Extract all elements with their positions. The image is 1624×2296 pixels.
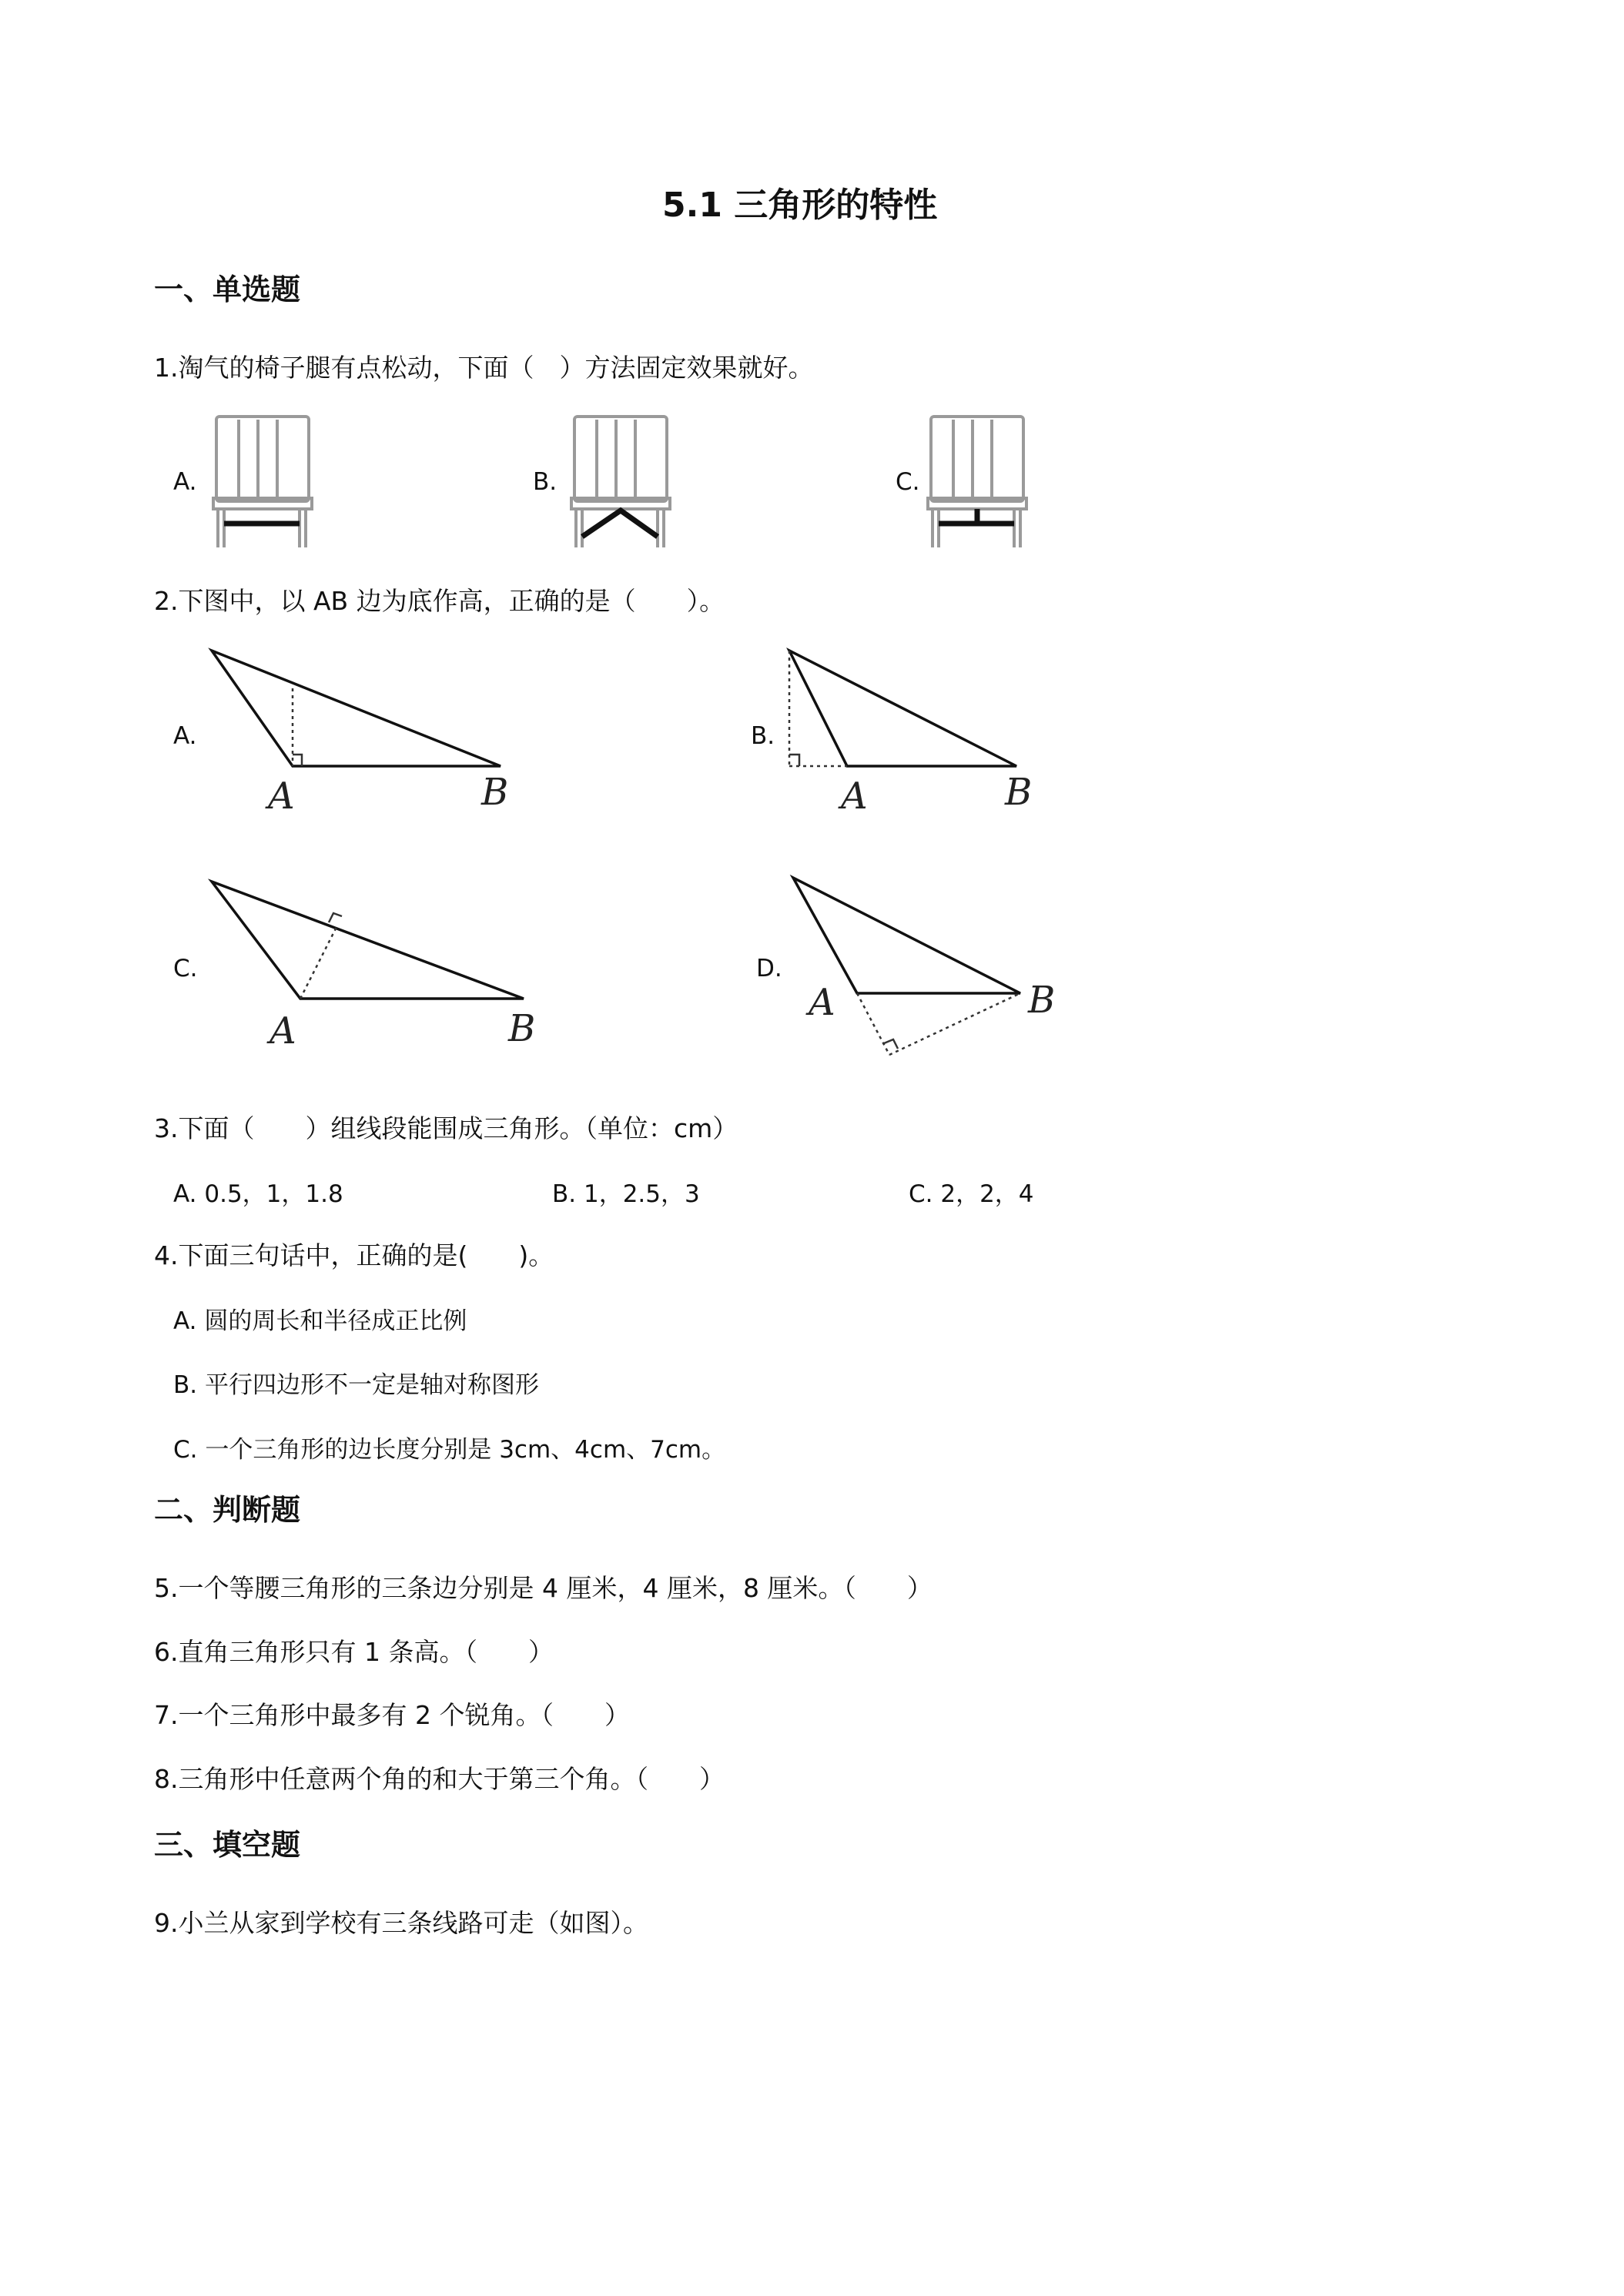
question-7: 7.一个三角形中最多有 2 个锐角。（ ） [154,1700,630,1730]
question-3: 3.下面（ ）组线段能围成三角形。（单位：cm） [154,1113,738,1143]
triangle-option-b [789,651,1032,818]
question-8: 8.三角形中任意两个角的和大于第三个角。（ ） [154,1764,725,1794]
question-6: 6.直角三角形只有 1 条高。（ ） [154,1637,554,1667]
triangle-d-point-a: A [809,981,835,1024]
q3-option-b: B. 1，2.5，3 [552,1180,700,1208]
q2-option-c-label: C. [173,955,198,982]
triangle-option-d [793,878,1055,1055]
question-1: 1.淘气的椅子腿有点松动，下面（ ）方法固定效果就好。 [154,353,814,383]
q2-option-d-label: D. [756,955,782,982]
question-9: 9.小兰从家到学校有三条线路可走（如图）。 [154,1908,648,1938]
triangle-c-point-b: B [508,1007,536,1050]
page-title: 5.1 三角形的特性 [662,186,938,225]
triangle-b-point-b: B [1005,771,1033,814]
q2-option-b-label: B. [751,722,775,750]
q4-option-c: C. 一个三角形的边长度分别是 3cm、4cm、7cm。 [173,1436,726,1464]
section-heading-fill-blank: 三、填空题 [154,1828,301,1862]
section-heading-true-false: 二、判断题 [154,1493,301,1527]
question-2: 2.下图中，以 AB 边为底作高，正确的是（ ）。 [154,586,725,616]
question-5: 5.一个等腰三角形的三条边分别是 4 厘米，4 厘米，8 厘米。（ ） [154,1573,933,1603]
triangle-option-a [212,651,508,818]
q4-option-b: B. 平行四边形不一定是轴对称图形 [173,1371,539,1399]
q3-option-c: C. 2，2，4 [909,1180,1034,1208]
triangle-option-c [212,882,535,1053]
triangle-a-point-a: A [268,775,295,818]
q2-option-a-label: A. [173,722,197,750]
q1-option-b-label: B. [533,468,558,496]
triangle-d-point-b: B [1028,979,1056,1022]
question-4: 4.下面三句话中，正确的是( )。 [154,1240,554,1270]
triangle-b-point-a: A [841,775,868,818]
section-heading-single-choice: 一、单选题 [154,273,301,306]
q1-option-a-label: A. [173,468,197,496]
q4-option-a: A. 圆的周长和半径成正比例 [173,1307,467,1335]
triangle-a-point-b: B [481,771,509,814]
triangle-c-point-a: A [270,1009,296,1053]
q1-option-c-label: C. [896,468,920,496]
q3-option-a: A. 0.5，1，1.8 [173,1180,343,1208]
